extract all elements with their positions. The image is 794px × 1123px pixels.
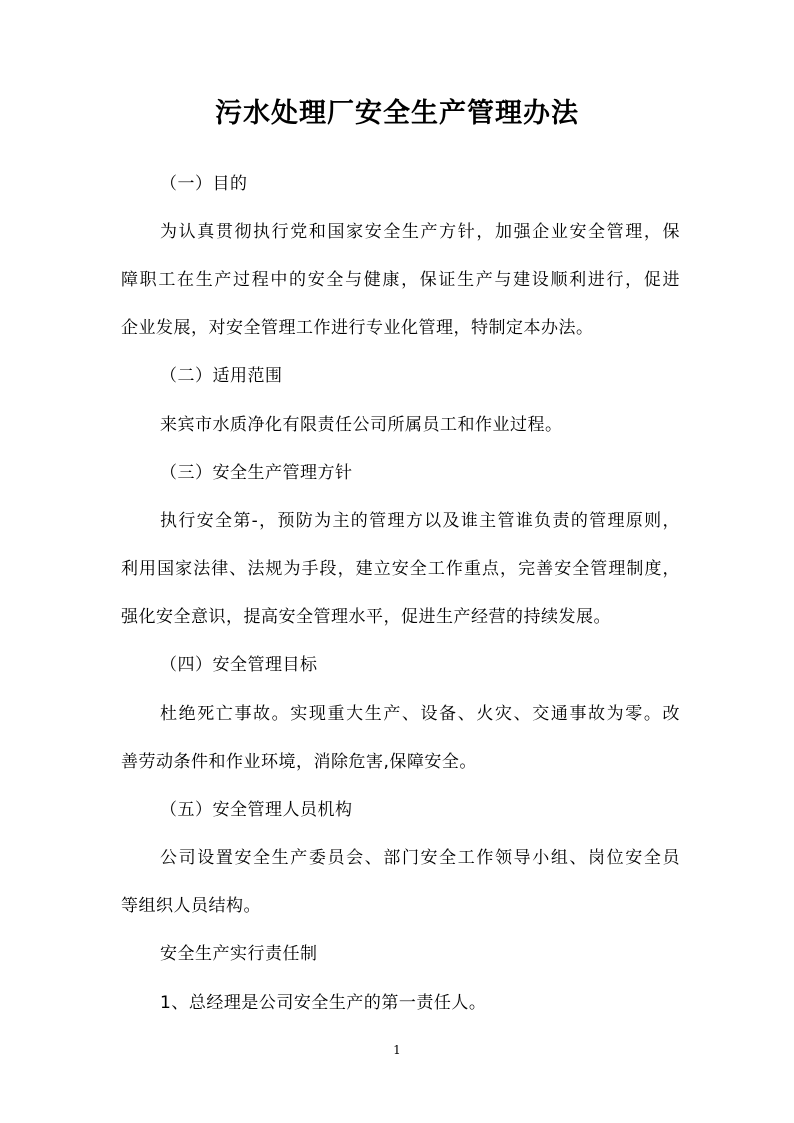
paragraph-line: 利用国家法律、法规为手段，建立安全工作重点，完善安全管理制度，	[121, 559, 680, 579]
section-heading-responsibility: 安全生产实行责任制	[160, 944, 318, 964]
page-number: 1	[393, 1043, 401, 1057]
list-item: 1、总经理是公司安全生产的第一责任人。	[160, 993, 487, 1013]
paragraph-line: 企业发展，对安全管理工作进行专业化管理，特制定本办法。	[121, 318, 594, 338]
section-heading-targets: （四）安全管理目标	[160, 655, 318, 675]
paragraph-line: 为认真贯彻执行党和国家安全生产方针，加强企业安全管理，保	[160, 222, 680, 242]
section-heading-scope: （二）适用范围	[160, 366, 283, 386]
paragraph-line: 障职工在生产过程中的安全与健康，保证生产与建设顺利进行，促进	[121, 270, 680, 290]
paragraph-line: 来宾市水质净化有限责任公司所属员工和作业过程。	[160, 415, 563, 435]
section-heading-organization: （五）安全管理人员机构	[160, 800, 353, 820]
paragraph-line: 等组织人员结构。	[121, 896, 261, 916]
section-heading-purpose: （一）目的	[160, 174, 248, 194]
paragraph-line: 强化安全意识，提高安全管理水平，促进生产经营的持续发展。	[121, 607, 611, 627]
paragraph-line: 杜绝死亡事故。实现重大生产、设备、火灾、交通事故为零。改	[160, 704, 680, 724]
paragraph-line: 执行安全第-，预防为主的管理方以及谁主管谁负责的管理原则，	[160, 511, 680, 531]
document-title: 污水处理厂安全生产管理办法	[215, 98, 579, 129]
section-heading-policy: （三）安全生产管理方针	[160, 463, 353, 483]
paragraph-line: 善劳动条件和作业环境，消除危害,保障安全。	[121, 752, 477, 772]
paragraph-line: 公司设置安全生产委员会、部门安全工作领导小组、岗位安全员	[160, 848, 680, 868]
